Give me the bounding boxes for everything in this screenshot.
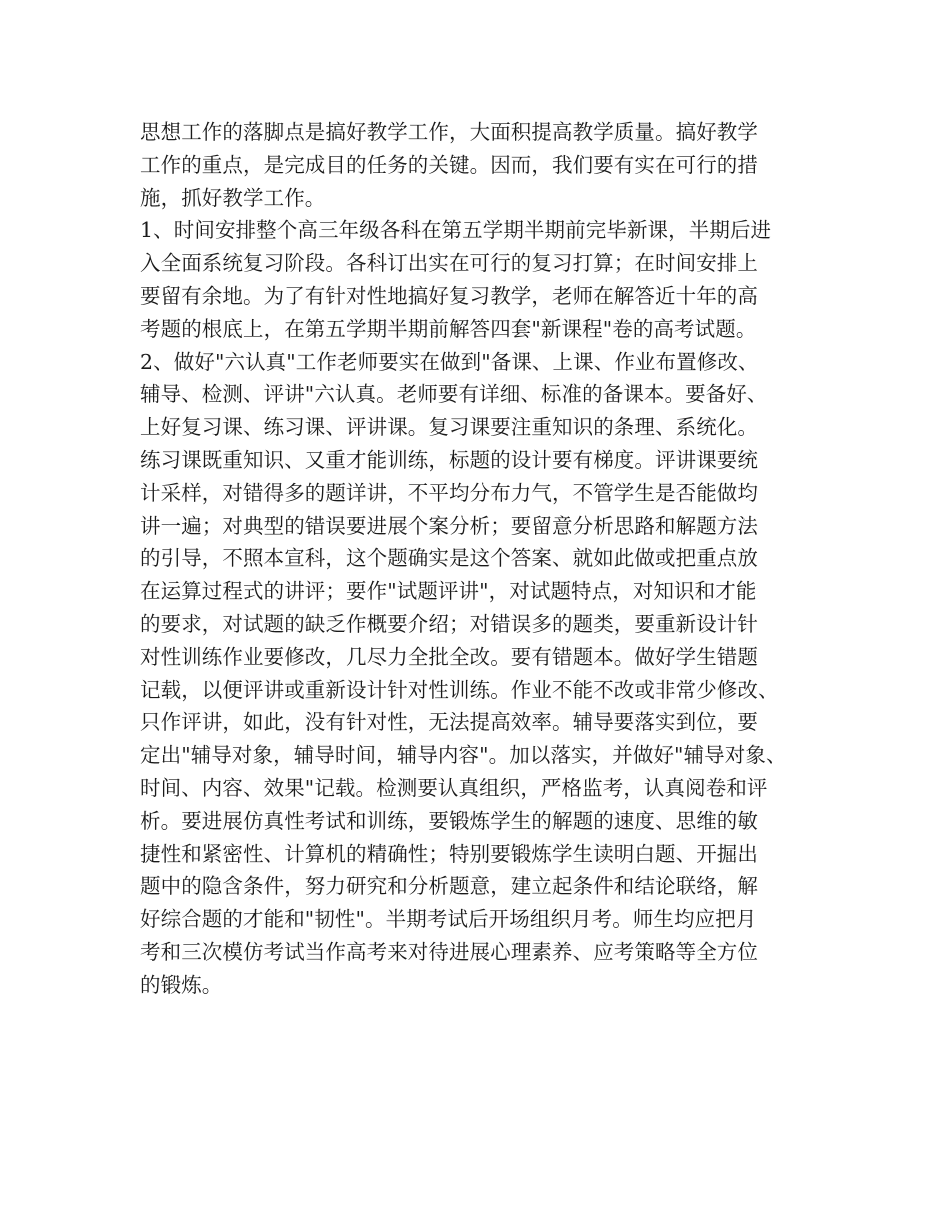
text-line: 题中的隐含条件，努力研究和分析题意，建立起条件和结论联络，解 [140,874,758,899]
text-line: 考题的根底上，在第五学期半期前解答四套"新课程"卷的高考试题。 [140,316,757,341]
text-line: 定出"辅导对象，辅导时间，辅导内容"。加以落实，并做好"辅导对象、 [140,743,787,768]
text-line: 对性训练作业要修改，几尽力全批全改。要有错题本。做好学生错题 [140,644,758,669]
text-line: 思想工作的落脚点是搞好教学工作，大面积提高教学质量。搞好教学 [140,120,758,144]
text-line: 1、时间安排整个高三年级各科在第五学期半期前完毕新课，半期后进 [140,218,772,243]
text-line: 上好复习课、练习课、评讲课。复习课要注重知识的条理、系统化。 [140,415,758,440]
text-line: 计采样，对错得多的题详讲，不平均分布力气，不管学生是否能做均 [140,480,758,505]
text-line: 施，抓好教学工作。 [140,185,326,210]
text-line: 入全面系统复习阶段。各科订出实在可行的复习打算；在时间安排上 [140,251,758,276]
document-body [140,116,840,1002]
text-line: 工作的重点，是完成目的任务的关键。因而，我们要有实在可行的措 [140,152,758,177]
text-line: 记载，以便评讲或重新设计针对性训练。作业不能不改或非常少修改、 [140,677,779,702]
text-line: 的要求，对试题的缺乏作概要介绍；对错误多的题类，要重新设计针 [140,611,758,636]
text-line: 练习课既重知识、又重才能训练，标题的设计要有梯度。评讲课要统 [140,447,758,472]
text-line: 2、做好"六认真"工作老师要实在做到"备课、上课、作业布置修改、 [140,349,759,374]
text-line: 要留有余地。为了有针对性地搞好复习教学，老师在解答近十年的高 [140,283,758,308]
text-line: 好综合题的才能和"韧性"。半期考试后开场组织月考。师生均应把月 [140,907,757,932]
text-line: 捷性和紧密性、计算机的精确性；特别要锻炼学生读明白题、开掘出 [140,841,758,866]
text-line: 只作评讲，如此，没有针对性，无法提高效率。辅导要落实到位，要 [140,710,758,735]
text-line: 的锻炼。 [140,972,223,997]
text-line: 的引导，不照本宣科，这个题确实是这个答案、就如此做或把重点放 [140,546,758,571]
text-line: 时间、内容、效果"记载。检测要认真组织，严格监考，认真阅卷和评 [140,775,768,800]
text-line: 析。要进展仿真性考试和训练，要锻炼学生的解题的速度、思维的敏 [140,808,758,833]
text-line: 考和三次模仿考试当作高考来对待进展心理素养、应考策略等全方位 [140,939,758,964]
text-line: 在运算过程式的讲评；要作"试题评讲"，对试题特点，对知识和才能 [140,579,757,604]
text-line: 辅导、检测、评讲"六认真。老师要有详细、标准的备课本。要备好、 [140,382,768,407]
text-line: 讲一遍；对典型的错误要进展个案分析；要留意分析思路和解题方法 [140,513,758,538]
